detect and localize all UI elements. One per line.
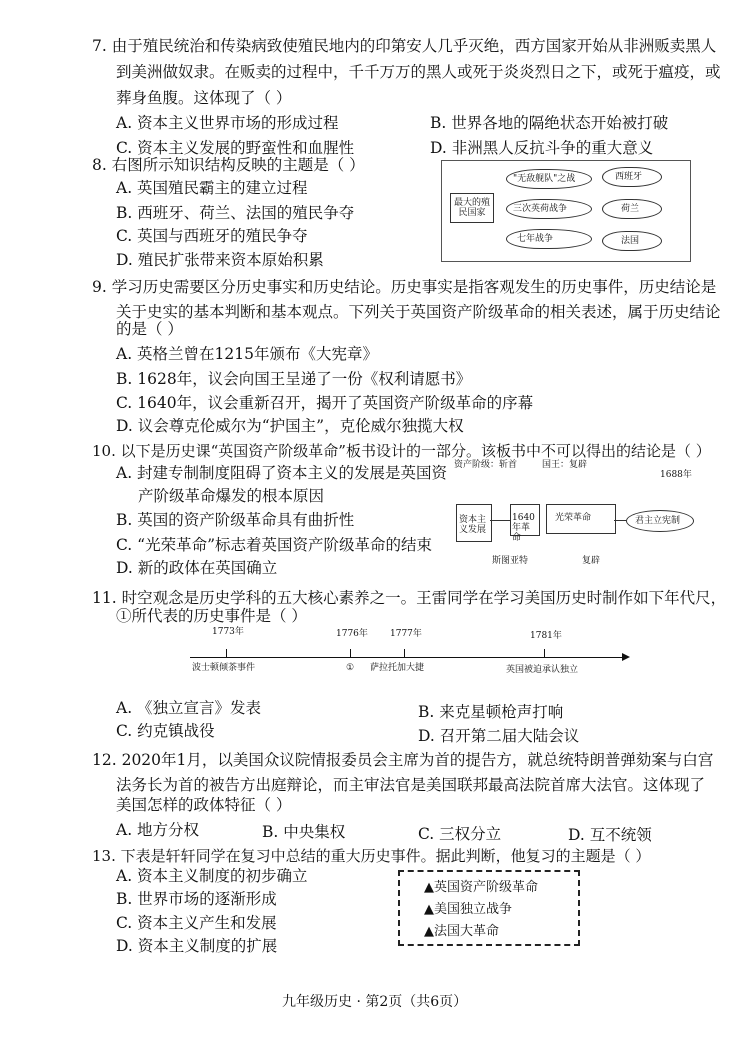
q10-top-label-3: 1688年	[660, 470, 692, 480]
q11-option-d: D. 召开第二届大陆会议	[418, 727, 580, 745]
q9-option-c: C. 1640年，议会重新召开，揭开了英国资产阶级革命的序幕	[116, 394, 534, 412]
q10-top-label-1: 资产阶级：斩首	[454, 460, 518, 470]
q11-event-2: ①	[346, 663, 355, 673]
q8-stem: 8. 右图所示知识结构反映的主题是（ ）	[92, 156, 365, 174]
q7-option-a: A. 资本主义世界市场的形成过程	[116, 114, 339, 132]
q11-option-a: A. 《独立宣言》发表	[116, 699, 262, 717]
q7-option-b: B. 世界各地的隔绝状态开始被打破	[430, 114, 669, 132]
q7-stem-line3: 葬身鱼腹。这体现了（ ）	[116, 89, 292, 107]
q10-box-1-label: 资本主义发展	[459, 515, 487, 535]
q8-option-c: C. 英国与西班牙的殖民争夺	[116, 227, 308, 245]
q12-option-c: C. 三权分立	[418, 825, 502, 843]
q10-connector-1	[490, 520, 510, 521]
q8-diagram	[441, 160, 691, 262]
q9-stem-line2: 关于史实的基本判断和基本观点。下列关于英国资产阶级革命的相关表述，属于历史结论	[116, 303, 721, 321]
q13-stem: 13. 下表是轩轩同学在复习中总结的重大历史事件。据此判断，他复习的主题是（ ）	[92, 847, 651, 865]
q10-box-3	[546, 504, 616, 534]
q8-target-2	[602, 199, 662, 219]
q7-stem-line1: 7. 由于殖民统治和传染病致使殖民地内的印第安人几乎灭绝，西方国家开始从非洲贩卖黑人	[92, 37, 717, 55]
q10-connector-2	[614, 520, 626, 521]
q7-option-d: D. 非洲黑人反抗斗争的重大意义	[430, 139, 654, 157]
q8-arrow-1	[506, 169, 592, 189]
q11-timeline	[190, 625, 630, 685]
q12-option-d: D. 互不统领	[568, 826, 652, 844]
q11-event-3: 萨拉托加大捷	[370, 663, 425, 673]
q8-arrow-1-label: "无敌舰队"之战	[513, 174, 576, 184]
q11-axis	[190, 657, 624, 658]
q11-tick-4	[544, 649, 545, 657]
q13-option-a: A. 资本主义制度的初步确立	[116, 867, 308, 885]
q8-target-3-label: 法国	[621, 236, 640, 246]
q8-target-1-label: 西班牙	[615, 172, 643, 182]
q9-option-d: D. 议会尊克伦威尔为“护国主”，克伦威尔独揽大权	[116, 417, 464, 435]
q8-target-2-label: 荷兰	[621, 204, 640, 214]
q11-option-c: C. 约克镇战役	[116, 722, 215, 740]
q10-option-c: C. “光荣革命”标志着英国资产阶级革命的结束	[116, 536, 433, 554]
q11-year-1: 1773年	[212, 627, 244, 637]
q10-option-a-line1: A. 封建专制制度阻碍了资本主义的发展是英国资	[116, 464, 448, 482]
q10-diagram	[452, 460, 714, 570]
q8-target-1	[602, 167, 662, 187]
q13-table-item-1: ▲英国资产阶级革命	[424, 880, 538, 895]
q11-axis-arrow-icon	[622, 653, 630, 661]
q10-stem: 10. 以下是历史课“英国资产阶级革命”板书设计的一部分。该板书中不可以得出的结论是（ ）	[92, 442, 711, 460]
q10-box-1	[456, 504, 492, 542]
q11-year-3: 1777年	[390, 629, 422, 639]
q13-table-item-2: ▲美国独立战争	[424, 902, 512, 917]
q13-event-table	[398, 870, 580, 946]
q12-stem-line3: 美国怎样的政体特征（ ）	[116, 796, 292, 814]
q10-box-2-label: 1640年革命	[512, 513, 535, 543]
q8-arrow-2-label: 三次英荷战争	[513, 204, 568, 214]
q8-diagram-left-box	[450, 193, 494, 223]
q9-stem-line3: 的是（ ）	[116, 320, 183, 338]
q7-option-c: C. 资本主义发展的野蛮性和血腥性	[116, 139, 355, 157]
q8-arrow-2	[506, 199, 592, 219]
q12-stem-line1: 12. 2020年1月，以美国众议院情报委员会主席为首的提告方，就总统特朗普弹劾案与白宫	[92, 751, 714, 769]
q10-bottom-label-1: 斯图亚特	[492, 556, 529, 566]
q13-option-b: B. 世界市场的逐渐形成	[116, 890, 277, 908]
q11-tick-2	[350, 649, 351, 657]
q13-table-item-3: ▲法国大革命	[424, 924, 499, 939]
q13-option-d: D. 资本主义制度的扩展	[116, 937, 278, 955]
q11-tick-3	[404, 649, 405, 657]
q8-option-d: D. 殖民扩张带来资本原始积累	[116, 251, 324, 269]
q12-option-b: B. 中央集权	[262, 823, 346, 841]
q10-option-b: B. 英国的资产阶级革命具有曲折性	[116, 511, 355, 529]
q9-stem-line1: 9. 学习历史需要区分历史事实和历史结论。历史事实是指客观发生的历史事件，历史结论是	[92, 278, 717, 296]
q11-year-2: 1776年	[336, 629, 368, 639]
q9-option-a: A. 英格兰曾在1215年颁布《大宪章》	[116, 345, 378, 363]
q8-target-3	[602, 231, 662, 251]
q10-box-3-label: 光荣革命	[555, 513, 592, 523]
q10-box-2	[510, 504, 540, 543]
q11-year-4: 1781年	[530, 631, 562, 641]
q8-arrow-3	[506, 229, 592, 249]
q10-option-d: D. 新的政体在英国确立	[116, 559, 278, 577]
q10-ellipse	[626, 510, 694, 532]
q12-stem-line2: 法务长为首的被告方出庭辩论，而主审法官是美国联邦最高法院首席大法官。这体现了	[116, 776, 706, 794]
q11-event-4: 英国被迫承认独立	[506, 665, 579, 675]
q11-option-b: B. 来克星顿枪声打响	[418, 703, 564, 721]
q8-option-a: A. 英国殖民霸主的建立过程	[116, 179, 308, 197]
q8-diagram-left-label: 最大的殖民国家	[453, 198, 490, 218]
q10-top-label-2: 国王：复辟	[542, 460, 588, 470]
q11-stem-line2: ①所代表的历史事件是（ ）	[116, 607, 307, 625]
q11-event-1: 波士顿倾茶事件	[192, 663, 256, 673]
q10-bottom-label-2: 复辟	[582, 556, 601, 566]
page-footer: 九年级历史 · 第2页（共6页）	[282, 994, 468, 1010]
q10-option-a-line2: 产阶级革命爆发的根本原因	[138, 487, 325, 505]
q8-option-b: B. 西班牙、荷兰、法国的殖民争夺	[116, 204, 355, 222]
q11-tick-1	[226, 649, 227, 657]
q10-box-4-label: 君主立宪制	[635, 516, 681, 526]
q13-option-c: C. 资本主义产生和发展	[116, 914, 277, 932]
q8-arrow-3-label: 七年战争	[517, 234, 554, 244]
q9-option-b: B. 1628年，议会向国王呈递了一份《权利请愿书》	[116, 370, 472, 388]
q11-stem-line1: 11. 时空观念是历史学科的五大核心素养之一。王雷同学在学习美国历史时制作如下年代尺，	[92, 589, 727, 607]
q7-stem-line2: 到美洲做奴隶。在贩卖的过程中，千千万万的黑人或死于炎炎烈日之下，或死于瘟疫，或	[116, 63, 721, 81]
q12-option-a: A. 地方分权	[116, 821, 200, 839]
